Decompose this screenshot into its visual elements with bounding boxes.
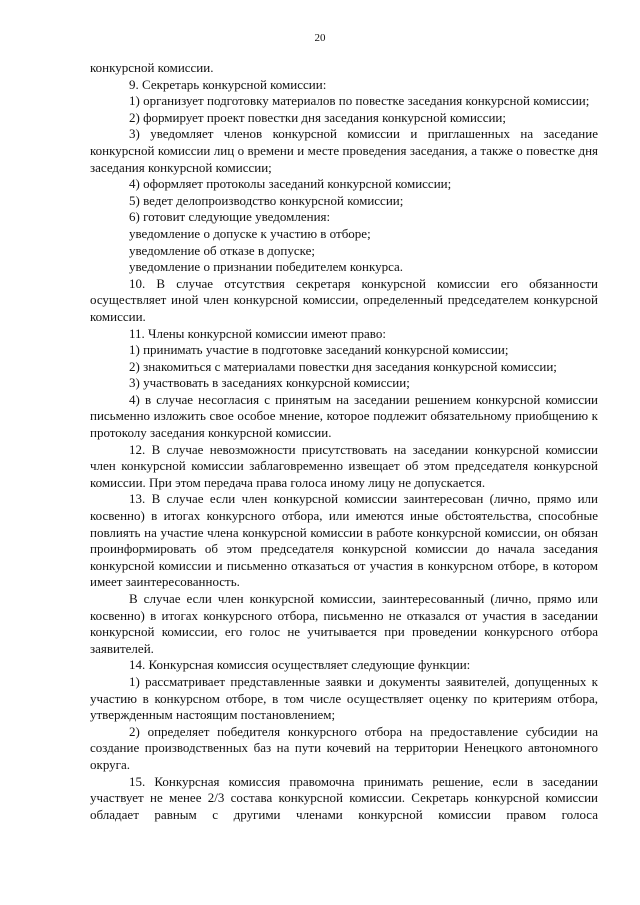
paragraph: 6) готовит следующие уведомления: <box>129 209 331 225</box>
paragraph: 5) ведет делопроизводство конкурсной комиссии; <box>129 192 404 208</box>
paragraph: конкурсной комиссии. <box>90 60 214 75</box>
document-body <box>90 60 598 823</box>
paragraph: 12. В случае невозможности присутствовать на заседании конкурсной комиссии член конкурсной комиссии заблаговременно извещает об этом председателя конкурсной комиссии. При этом передача права голоса иному лицу не допускается. <box>90 441 598 490</box>
paragraph: 9. Секретарь конкурсной комиссии: <box>129 76 327 92</box>
paragraph: 3) участвовать в заседаниях конкурсной комиссии; <box>129 375 410 391</box>
paragraph: уведомление об отказе в допуске; <box>129 242 315 258</box>
paragraph: уведомление о допуске к участию в отборе; <box>129 225 371 241</box>
paragraph: 2) формирует проект повестки дня заседания конкурсной комиссии; <box>129 109 506 125</box>
paragraph: 4) в случае несогласия с принятым на заседании решением конкурсной комиссии письменно изложить свое особое мнение, которое подлежит обязательному приобщению к протоколу заседания конкурсной комиссии. <box>90 391 598 441</box>
paragraph: 3) уведомляет членов конкурсной комиссии и приглашенных на заседание конкурсной комиссии лиц о времени и месте проведения заседания, а также о повестке дня заседания конкурсной комиссии; <box>90 126 598 175</box>
paragraph: 1) рассматривает представленные заявки и документы заявителей, допущенных к участию в конкурсном отборе, в том числе осуществляет оценку по критериям отбора, утвержденным настоящим постановлением; <box>90 673 598 723</box>
paragraph: 4) оформляет протоколы заседаний конкурсной комиссии; <box>129 176 452 192</box>
paragraph: 13. В случае если член конкурсной комиссии заинтересован (лично, прямо или косвенно) в итогах конкурсного отбора, или имеются иные обстоятельства, способные повлиять на участие члена конкурсной комиссии в работе конкурсной комиссии, он обязан проинформировать об этом председателя конкурсной комиссии до начала заседания конкурсной комиссии и письменно отказаться от участия в конкурсном отборе, в котором имеет заинтересованность. <box>90 491 598 590</box>
paragraph: 2) определяет победителя конкурсного отбора на предоставление субсидии на создание производственных баз на пути кочевий на территории Ненецкого автономного округа. <box>90 723 598 772</box>
paragraph: 1) организует подготовку материалов по повестке заседания конкурсной комиссии; <box>129 93 590 109</box>
page-number: 20 <box>314 32 326 44</box>
paragraph: 1) принимать участие в подготовке заседаний конкурсной комиссии; <box>129 342 509 358</box>
paragraph: 14. Конкурсная комиссия осуществляет следующие функции: <box>129 657 471 673</box>
paragraph: 11. Члены конкурсной комиссии имеют право: <box>129 325 386 341</box>
paragraph: 15. Конкурсная комиссия правомочна принимать решение, если в заседании участвует не менее 2/3 состава конкурсной комиссии. Секретарь конкурсной комиссии обладает равным с другими членами конкурсной комиссии правом голоса <box>90 773 598 822</box>
paragraph: 2) знакомиться с материалами повестки дня заседания конкурсной комиссии; <box>129 358 557 374</box>
paragraph: В случае если член конкурсной комиссии, заинтересованный (лично, прямо или косвенно) в итогах конкурсного отбора, письменно не отказался от участия в заседании конкурсной комиссии, его голос не учитывается при проведении конкурсного отбора заявителей. <box>90 591 598 656</box>
paragraph: 10. В случае отсутствия секретаря конкурсной комиссии его обязанности осуществляет иной член конкурсной комиссии, определенный председателем конкурсной комиссии. <box>90 275 598 324</box>
paragraph: уведомление о признании победителем конкурса. <box>129 259 404 275</box>
